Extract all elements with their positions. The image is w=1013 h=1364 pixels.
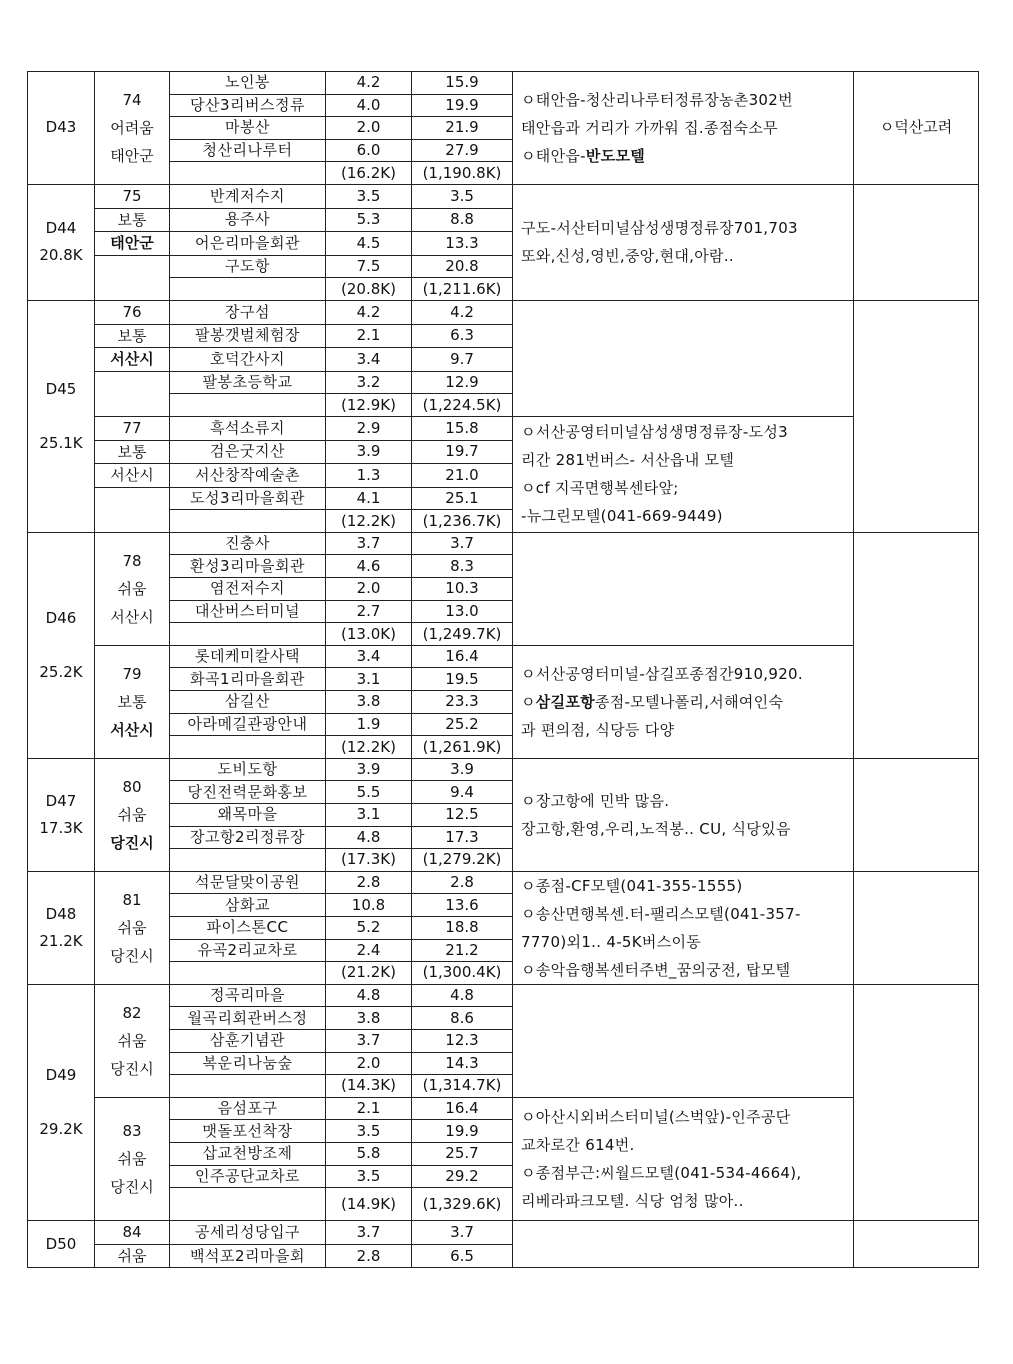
place-cell: 염전저수지 (170, 578, 326, 601)
cumulative-distance: 4.8 (412, 984, 513, 1007)
place-cell: 도성3리마을회관 (170, 487, 326, 510)
note-cell: ㅇ장고항에 민박 많음. 장고항,환영,우리,노적봉.. CU, 식당있음 (513, 758, 854, 871)
place-cell (170, 510, 326, 533)
segment-distance: 3.1 (326, 804, 412, 827)
course-blank (95, 255, 170, 300)
extra-note-cell (854, 1221, 979, 1268)
place-cell: 진충사 (170, 532, 326, 555)
place-cell: 구도항 (170, 255, 326, 278)
cumulative-distance: 8.8 (412, 208, 513, 232)
place-cell: 도비도항 (170, 758, 326, 781)
place-cell: 삼길산 (170, 691, 326, 714)
segment-distance: 2.1 (326, 1097, 412, 1120)
segment-distance: 4.2 (326, 72, 412, 95)
course-number: 84 (95, 1221, 170, 1245)
note-cell: ㅇ서산공영터미널삼성생명정류장-도성3 리간 281번버스- 서산읍내 모텔 ㅇcf 지곡면행복센타앞; -뉴그린모텔(041-669-9449) (513, 416, 854, 532)
segment-distance: 4.6 (326, 555, 412, 578)
segment-distance: 3.7 (326, 532, 412, 555)
place-cell (170, 849, 326, 872)
table-row (28, 72, 979, 95)
place-cell: 월곡리회관버스정 (170, 1007, 326, 1030)
place-cell: 파이스톤CC (170, 916, 326, 939)
table-row (28, 1221, 979, 1245)
course-region: 태안군 (95, 232, 170, 256)
segment-distance: 4.8 (326, 984, 412, 1007)
day-cell: D44 20.8K (28, 184, 95, 300)
cumulative-total: (1,249.7K) (412, 623, 513, 646)
table-row (28, 1097, 979, 1120)
segment-distance: 3.5 (326, 184, 412, 208)
extra-note-cell (854, 300, 979, 532)
extra-note-cell (854, 871, 979, 984)
cumulative-distance: 25.1 (412, 487, 513, 510)
place-cell (170, 736, 326, 759)
segment-distance: 5.8 (326, 1142, 412, 1165)
segment-distance: 3.4 (326, 348, 412, 372)
cumulative-total: (1,190.8K) (412, 162, 513, 185)
course-cell: 80 쉬움 당진시 (95, 758, 170, 871)
place-cell: 환성3리마을회관 (170, 555, 326, 578)
cumulative-distance: 20.8 (412, 255, 513, 278)
course-level: 보통 (95, 208, 170, 232)
segment-total: (12.2K) (326, 510, 412, 533)
place-cell: 공세리성당입구 (170, 1221, 326, 1245)
cumulative-distance: 19.5 (412, 668, 513, 691)
place-cell (170, 394, 326, 417)
note-cell: ㅇ태안읍-청산리나루터정류장농촌302번 태안읍과 거리가 가까워 집.종점숙소무 ㅇ태안읍-반도모텔 (513, 72, 854, 185)
segment-distance: 5.5 (326, 781, 412, 804)
place-cell: 장고항2리정류장 (170, 826, 326, 849)
segment-distance: 3.7 (326, 1029, 412, 1052)
course-number: 75 (95, 184, 170, 208)
segment-total: (14.9K) (326, 1188, 412, 1221)
day-cell: D46 25.2K (28, 532, 95, 758)
segment-distance: 3.5 (326, 1120, 412, 1143)
cumulative-distance: 13.0 (412, 600, 513, 623)
place-cell: 복운리나눔숲 (170, 1052, 326, 1075)
place-cell: 석문달맞이공원 (170, 871, 326, 894)
cumulative-distance: 3.7 (412, 1221, 513, 1245)
cumulative-distance: 12.9 (412, 371, 513, 394)
cumulative-distance: 21.9 (412, 117, 513, 140)
place-cell: 노인봉 (170, 72, 326, 95)
place-cell: 어은리마을회관 (170, 232, 326, 256)
place-cell (170, 162, 326, 185)
course-blank (95, 371, 170, 416)
cumulative-distance: 25.7 (412, 1142, 513, 1165)
cumulative-total: (1,261.9K) (412, 736, 513, 759)
course-level: 보통 (95, 440, 170, 464)
segment-distance: 4.1 (326, 487, 412, 510)
place-cell: 검은굿지산 (170, 440, 326, 464)
note-cell: ㅇ종점-CF모텔(041-355-1555) ㅇ송산면행복센.터-팰리스모텔(041-357- 7770)외1.. 4-5K버스이동 ㅇ송악읍행복센터주변_꿈의궁전, 탑모텔 (513, 871, 854, 984)
cumulative-distance: 19.9 (412, 1120, 513, 1143)
cumulative-distance: 6.3 (412, 324, 513, 348)
segment-distance: 2.4 (326, 939, 412, 962)
place-cell: 팔봉초등학교 (170, 371, 326, 394)
cumulative-distance: 8.3 (412, 555, 513, 578)
table-row (28, 532, 979, 555)
place-cell: 대산버스터미널 (170, 600, 326, 623)
place-cell (170, 1188, 326, 1221)
cumulative-distance: 16.4 (412, 645, 513, 668)
place-cell: 반계저수지 (170, 184, 326, 208)
note-cell (513, 1221, 854, 1268)
extra-note-cell: ㅇ덕산고려 (854, 72, 979, 185)
segment-distance: 3.9 (326, 440, 412, 464)
day-cell: D43 (28, 72, 95, 185)
segment-distance: 4.5 (326, 232, 412, 256)
place-cell (170, 623, 326, 646)
place-cell: 맷돌포선착장 (170, 1120, 326, 1143)
place-cell: 당산3리버스정류 (170, 94, 326, 117)
segment-distance: 2.8 (326, 1244, 412, 1268)
day-cell: D47 17.3K (28, 758, 95, 871)
segment-distance: 3.7 (326, 1221, 412, 1245)
place-cell (170, 278, 326, 301)
segment-distance: 3.5 (326, 1165, 412, 1188)
table-row (28, 300, 979, 324)
segment-distance: 4.2 (326, 300, 412, 324)
cumulative-distance: 18.8 (412, 916, 513, 939)
cumulative-total: (1,279.2K) (412, 849, 513, 872)
cumulative-distance: 12.5 (412, 804, 513, 827)
place-cell (170, 962, 326, 985)
cumulative-distance: 19.7 (412, 440, 513, 464)
extra-note-cell (854, 184, 979, 300)
segment-total: (20.8K) (326, 278, 412, 301)
segment-distance: 1.9 (326, 713, 412, 736)
place-cell: 화곡1리마을회관 (170, 668, 326, 691)
place-cell: 백석포2리마을회 (170, 1244, 326, 1268)
day-cell: D50 (28, 1221, 95, 1268)
cumulative-distance: 27.9 (412, 139, 513, 162)
place-cell: 왜목마을 (170, 804, 326, 827)
course-cell: 82 쉬움 당진시 (95, 984, 170, 1097)
note-cell: 구도-서산터미널삼성생명정류장701,703 또와,신성,영빈,중앙,현대,아람.. (513, 184, 854, 300)
cumulative-total: (1,236.7K) (412, 510, 513, 533)
segment-distance: 2.1 (326, 324, 412, 348)
cumulative-distance: 14.3 (412, 1052, 513, 1075)
segment-total: (12.9K) (326, 394, 412, 417)
course-blank (95, 487, 170, 532)
segment-distance: 3.4 (326, 645, 412, 668)
cumulative-distance: 21.2 (412, 939, 513, 962)
course-cell: 74 어려움 태안군 (95, 72, 170, 185)
place-cell: 음섬포구 (170, 1097, 326, 1120)
segment-distance: 5.3 (326, 208, 412, 232)
segment-distance: 3.1 (326, 668, 412, 691)
cumulative-distance: 15.8 (412, 416, 513, 440)
segment-total: (14.3K) (326, 1075, 412, 1098)
place-cell: 유곡2리교차로 (170, 939, 326, 962)
course-cell: 78 쉬움 서산시 (95, 532, 170, 645)
note-cell: ㅇ아산시외버스터미널(스벅앞)-인주공단 교차로간 614번. ㅇ종점부근:씨월드모텔(041-534-4664), 리베라파크모텔. 식당 엄청 많아.. (513, 1097, 854, 1220)
place-cell: 아라메길관광안내 (170, 713, 326, 736)
cumulative-distance: 3.5 (412, 184, 513, 208)
cumulative-total: (1,211.6K) (412, 278, 513, 301)
segment-total: (21.2K) (326, 962, 412, 985)
course-number: 77 (95, 416, 170, 440)
cumulative-distance: 9.7 (412, 348, 513, 372)
cumulative-total: (1,314.7K) (412, 1075, 513, 1098)
segment-distance: 3.8 (326, 1007, 412, 1030)
place-cell: 용주사 (170, 208, 326, 232)
extra-note-cell (854, 758, 979, 871)
cumulative-distance: 3.7 (412, 532, 513, 555)
segment-distance: 4.8 (326, 826, 412, 849)
table-row (28, 416, 979, 440)
cumulative-distance: 15.9 (412, 72, 513, 95)
segment-distance: 2.0 (326, 1052, 412, 1075)
segment-total: (17.3K) (326, 849, 412, 872)
note-cell (513, 984, 854, 1097)
segment-distance: 2.8 (326, 871, 412, 894)
place-cell: 롯데케미칼사택 (170, 645, 326, 668)
cumulative-distance: 19.9 (412, 94, 513, 117)
table-row (28, 871, 979, 894)
cumulative-distance: 12.3 (412, 1029, 513, 1052)
segment-distance: 2.9 (326, 416, 412, 440)
segment-distance: 2.0 (326, 117, 412, 140)
cumulative-distance: 25.2 (412, 713, 513, 736)
day-cell: D45 25.1K (28, 300, 95, 532)
cumulative-distance: 21.0 (412, 464, 513, 488)
segment-distance: 5.2 (326, 916, 412, 939)
segment-distance: 4.0 (326, 94, 412, 117)
segment-distance: 6.0 (326, 139, 412, 162)
cumulative-distance: 16.4 (412, 1097, 513, 1120)
course-level: 쉬움 (95, 1244, 170, 1268)
note-cell: ㅇ서산공영터미널-삼길포종점간910,920. ㅇ삼길포항종점-모텔나폴리,서해여인숙 과 편의점, 식당등 다양 (513, 645, 854, 758)
cumulative-distance: 2.8 (412, 871, 513, 894)
cumulative-distance: 10.3 (412, 578, 513, 601)
cumulative-distance: 29.2 (412, 1165, 513, 1188)
note-cell (513, 300, 854, 416)
cumulative-distance: 8.6 (412, 1007, 513, 1030)
cumulative-distance: 17.3 (412, 826, 513, 849)
place-cell (170, 1075, 326, 1098)
table-row (28, 645, 979, 668)
cumulative-distance: 9.4 (412, 781, 513, 804)
day-cell: D48 21.2K (28, 871, 95, 984)
cumulative-distance: 13.6 (412, 894, 513, 917)
place-cell: 장구섬 (170, 300, 326, 324)
course-cell: 81 쉬움 당진시 (95, 871, 170, 984)
place-cell: 마봉산 (170, 117, 326, 140)
cumulative-total: (1,224.5K) (412, 394, 513, 417)
segment-distance: 3.8 (326, 691, 412, 714)
segment-distance: 2.7 (326, 600, 412, 623)
segment-distance: 3.2 (326, 371, 412, 394)
extra-note-cell (854, 532, 979, 758)
cumulative-total: (1,300.4K) (412, 962, 513, 985)
day-cell: D49 29.2K (28, 984, 95, 1220)
course-level: 보통 (95, 324, 170, 348)
table-row (28, 984, 979, 1007)
table-row (28, 758, 979, 781)
course-cell: 79 보통 서산시 (95, 645, 170, 758)
place-cell: 삼훈기념관 (170, 1029, 326, 1052)
note-cell (513, 532, 854, 645)
place-cell: 정곡리마을 (170, 984, 326, 1007)
segment-distance: 10.8 (326, 894, 412, 917)
place-cell: 팔봉갯벌체험장 (170, 324, 326, 348)
place-cell: 서산창작예술촌 (170, 464, 326, 488)
place-cell: 호덕간사지 (170, 348, 326, 372)
segment-distance: 3.9 (326, 758, 412, 781)
place-cell: 흑석소류지 (170, 416, 326, 440)
segment-total: (12.2K) (326, 736, 412, 759)
segment-distance: 2.0 (326, 578, 412, 601)
extra-note-cell (854, 984, 979, 1220)
cumulative-distance: 4.2 (412, 300, 513, 324)
place-cell: 삽교천방조제 (170, 1142, 326, 1165)
table-row (28, 184, 979, 208)
place-cell: 당진전력문화홍보 (170, 781, 326, 804)
course-region: 서산시 (95, 464, 170, 488)
segment-total: (16.2K) (326, 162, 412, 185)
place-cell: 삼화교 (170, 894, 326, 917)
course-number: 76 (95, 300, 170, 324)
segment-distance: 7.5 (326, 255, 412, 278)
cumulative-distance: 13.3 (412, 232, 513, 256)
course-cell: 83 쉬움 당진시 (95, 1097, 170, 1220)
segment-total: (13.0K) (326, 623, 412, 646)
course-region: 서산시 (95, 348, 170, 372)
cumulative-distance: 3.9 (412, 758, 513, 781)
place-cell: 청산리나루터 (170, 139, 326, 162)
place-cell: 인주공단교차로 (170, 1165, 326, 1188)
cumulative-total: (1,329.6K) (412, 1188, 513, 1221)
cumulative-distance: 6.5 (412, 1244, 513, 1268)
course-schedule-table (27, 71, 979, 1268)
cumulative-distance: 23.3 (412, 691, 513, 714)
segment-distance: 1.3 (326, 464, 412, 488)
